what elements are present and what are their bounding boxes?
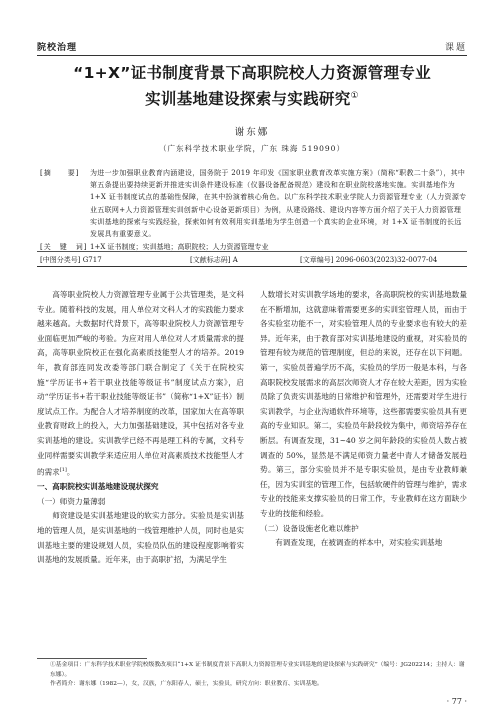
citation-ref: [1] — [59, 467, 67, 474]
keywords-text: 1+X 证书制度；实训基地；高职院校；人力资源管理专业 — [90, 243, 269, 251]
abstract-label: [摘 要] — [40, 169, 80, 177]
section-heading: 一、高职院校实训基地建设现状探究 — [37, 482, 159, 492]
page-number: · 77 · — [446, 697, 467, 706]
body-column-right — [260, 288, 467, 551]
subsection-heading: （一）师资力量薄弱 — [37, 496, 106, 506]
article-title — [30, 62, 474, 111]
clc-value: G717 — [82, 256, 102, 264]
footnote-rule — [37, 658, 147, 659]
author-name: 谢东娜 — [234, 127, 270, 138]
keywords-label: [关 键 词] — [40, 243, 88, 251]
abstract-bottom-rule — [37, 266, 467, 267]
abstract — [40, 167, 467, 240]
article-number-label: [文章编号] — [300, 256, 334, 264]
funding-footnote: ①基金项目：广东科学技术职业学院校级教改项目“1+X 证书制度背景下高职人力资源管理专业实训基地的建设探索与实践研究”（编号：JG202214；主持人：谢东娜）。 — [50, 662, 465, 678]
body-paragraph: 师资建设是实训基地建设的软实力部分。实验员是实训基地的管理人员，是实训基地的一线管理维护人员，同时也是实训基地主要的建设规划人员，实验员队伍的建设程度影响着实训基地的发展质量。近年来，由于高职扩招，为满足学生 — [37, 511, 244, 565]
running-head — [37, 40, 467, 54]
abstract-text: 为进一步加强职业教育内涵建设，国务院于 2019 年印发《国家职业教育改革实施方案》（简称“职教二十条”），其中第五条提出要持续更新并推进实训条件建设标准（仪器设备配备规范）建设和在职业院校落地实施。实训基地作为 1+X 证书制度试点的基础性保障，在其中扮演着核心角色。以广东科学技术职业学院人力资源管理专业（人力资源专业五联网+人力资源管理实训创新中心设备更新项目）为例，从建设路线、建设内容等方面介绍了关于人力资源管理实训基地的探索与实践经验，探索如何有效利用实训基地为学生创造一个真实的企业环境，对 1+X 证书制度的长远发展具有重要意义。 — [90, 169, 467, 239]
keywords-rule — [37, 251, 467, 252]
article-number-value: 2096-0603(2023)32-0077-04 — [335, 256, 438, 264]
clc-label: [中图分类号] — [40, 256, 81, 264]
title-footnote-mark: ① — [350, 91, 359, 101]
title-line-1: “1+X”证书制度背景下高职院校人力资源管理专业 — [73, 64, 431, 82]
doc-code-label: [文献标志码] — [190, 256, 231, 264]
author-affiliation: （广东科学技术职业学院，广东 珠海 519090） — [159, 144, 345, 153]
title-line-2: 实训基地建设探索与实践研究 — [145, 90, 351, 109]
classification-row — [40, 255, 467, 265]
author-bio-footnote: 作者简介：谢东娜（1982—），女，汉族，广东阳春人，硕士，实验员，研究方向：职业教育、实训基地。 — [50, 681, 323, 687]
doc-code-value: A — [232, 256, 238, 264]
body-paragraph: 人数增长对实训教学场地的要求，各高职院校的实训基地数量在不断增加，这就意味着需要更多的实训室管理人员，而由于各实验室功能不一，对实验管理人员的专业要求也有较大的差异。近年来，由于教育部对实训基地建设的重视，对实验员的管理有较为规范的管理制度，但总的来说，还存在以下问题。第一，实验员普遍学历不高，实验员的学历一般是本科，与各高职院校发展需求的高层次师资人才存在较大差距，因为实验员除了负责实训基地的日常维护和管理外，还需要对学生进行实训教学，与企业沟通软件环境等，这些都需要实验员具有更高的专业知识。第二，实验员年龄段较为集中，师资培养存在断层。有调查发现，31~40 岁之间年龄段的实验员人数占被调查的 50%，显然是不满足师资力量老中青人才储备发展趋势。第三，部分实验员并不是专职实验员，是由专业教师兼任，因为实训室的管理工作，包括软硬件的管理与维护，需求专业的技能来支撑实验员的日常工作，专业教师在这方面缺少专业的技能和经验。 — [260, 290, 467, 518]
body-paragraph: 高等职业院校人力资源管理专业属于公共管理类，是文科专业。随着科技的发展，用人单位对文科人才的实践能力要求越来越高。大数据时代背景下，高等职业院校人力资源管理专业面临更加严峻的考验。为应对用人单位对人才质量需求的提高，高等职业院校正在强化高素质技能型人才的培养。2019 年，教育部连同发改委等部门联合制定了《关于在院校实施“学历证书+若干职业技能等级证书”制度试点方案》，启动“学历证书+若干职业技能等级证书”（简称“1+X”证书）制度试点工作。为配合人才培养制度的改革，国家加大在高等职业教育财政上的投入，大力加强基础建设，其中包括对各专业实训基地的建设。实训教学已经不再是理工科的专属，文科专业同样需要实训教学来适应用人单位对高素质技术技能型人才的需求[1]。 — [37, 290, 244, 477]
body-paragraph: 有调查发现，在被调查的样本中，对实验实训基地 — [275, 538, 443, 548]
body-column-left — [37, 288, 244, 568]
column-name: 课题 — [444, 43, 467, 53]
subsection-heading: （二）设备设施老化难以维护 — [260, 523, 359, 533]
journal-section-name: 院校治理 — [37, 43, 78, 53]
header-rule — [37, 55, 467, 56]
